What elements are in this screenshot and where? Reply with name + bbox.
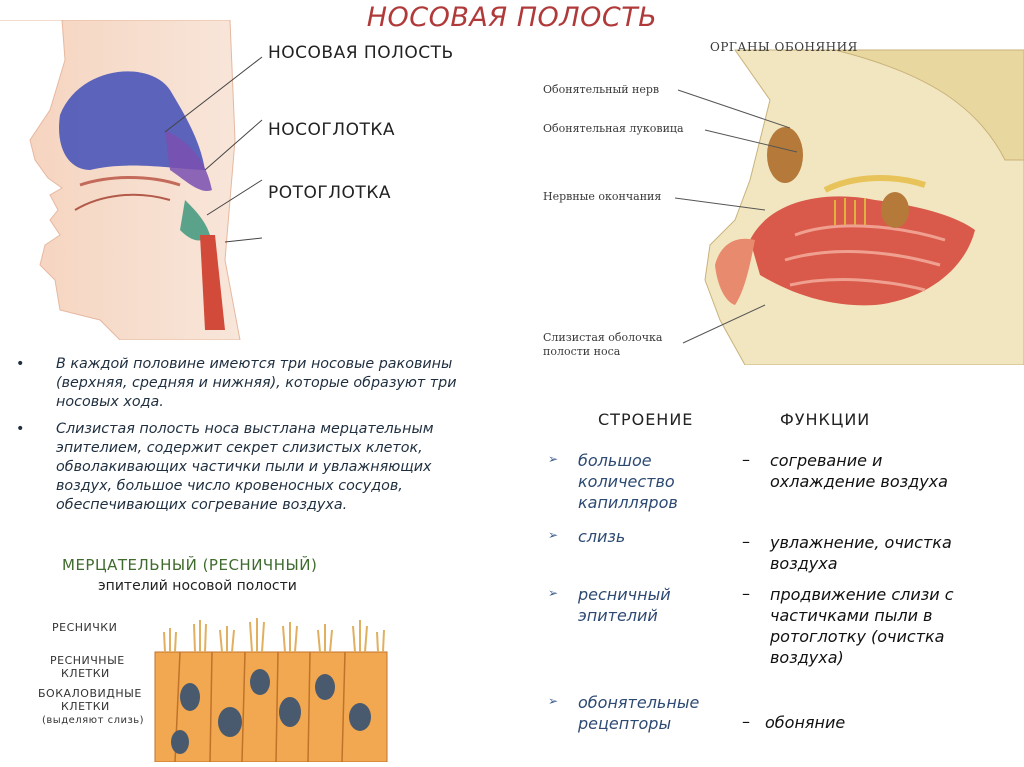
structure-text: количество [578,472,675,491]
structure-text: обонятельные [578,693,700,712]
column-header-structure: СТРОЕНИЕ [598,410,694,429]
bullet-dot-icon: • [16,356,25,372]
chevron-right-icon: ➢ [548,586,559,600]
function-text: согревание и [770,451,883,470]
structure-row-3 [578,584,671,626]
function-text: увлажнение, очистка [770,533,952,552]
function-text: продвижение слизи с [770,585,954,604]
bullet-1-line: (верхняя, средняя и нижняя), которые образуют три [56,375,457,391]
page-title: НОСОВАЯ ПОЛОСТЬ [366,2,658,33]
structure-text: эпителий [578,606,658,625]
bullet-2-line: Слизистая полость носа выстлана мерцательным [56,421,434,437]
label-olfactory-bulb: Обонятельная луковица [543,122,684,135]
function-row-1 [770,450,948,492]
label-goblet-cells-2: КЛЕТКИ [61,700,110,713]
function-text: ротоглотку (очистка [770,627,945,646]
epithelium-illustration [150,612,390,762]
structure-row-4 [578,692,699,734]
function-row-4 [765,712,845,733]
label-mucosa-2: полости носа [543,345,621,358]
label-mucosa-1: Слизистая оболочка [543,331,663,344]
chevron-right-icon: ➢ [548,452,559,466]
label-oropharynx: РОТОГЛОТКА [268,183,392,203]
label-nerve-endings: Нервные окончания [543,190,662,203]
bullet-1-line: носовых хода. [56,394,164,410]
olfactory-title: ОРГАНЫ ОБОНЯНИЯ [710,40,858,54]
epithelium-title: МЕРЦАТЕЛЬНЫЙ (РЕСНИЧНЫЙ) [62,556,318,574]
label-goblet-cells-3: (выделяют слизь) [42,715,145,726]
bullet-1-line: В каждой половине имеются три носовые раковины [56,356,453,372]
bullet-1 [16,355,536,412]
dash-icon: – [742,532,750,551]
structure-row-1 [578,450,678,513]
dash-icon: – [742,450,750,469]
label-nasopharynx: НОСОГЛОТКА [268,120,396,140]
label-cilia: РЕСНИЧКИ [52,621,118,634]
structure-text: рецепторы [578,714,672,733]
function-text: воздуха [770,554,838,573]
chevron-right-icon: ➢ [548,528,559,542]
head-illustration [0,20,300,340]
structure-text: капилляров [578,493,678,512]
function-row-2 [770,532,952,574]
bullet-2-line: воздух, большое число кровеносных сосудов, [56,478,403,494]
structure-row-2 [578,526,625,547]
function-row-3 [770,584,954,668]
dash-icon: – [742,712,750,731]
bullet-2 [16,420,536,515]
function-text: частичками пыли в [770,606,933,625]
label-nasal-cavity: НОСОВАЯ ПОЛОСТЬ [268,43,454,63]
structure-text: большое [578,451,652,470]
function-text: обоняние [765,713,846,732]
bullet-dot-icon: • [16,421,25,437]
dash-icon: – [742,584,750,603]
structure-text: слизь [578,527,626,546]
label-ciliated-cells-1: РЕСНИЧНЫЕ [50,654,125,667]
bullet-2-line: эпителием, содержит секрет слизистых клеток, [56,440,423,456]
chevron-right-icon: ➢ [548,694,559,708]
function-text: воздуха) [770,648,844,667]
function-text: охлаждение воздуха [770,472,948,491]
label-goblet-cells-1: БОКАЛОВИДНЫЕ [38,687,142,700]
bullet-2-line: обеспечивающих согревание воздуха. [56,497,348,513]
structure-text: ресничный [578,585,671,604]
label-ciliated-cells-2: КЛЕТКИ [61,667,110,680]
epithelium-subtitle: эпителий носовой полости [98,578,297,594]
label-olfactory-nerve: Обонятельный нерв [543,83,660,96]
column-header-function: ФУНКЦИИ [780,410,871,429]
bullet-2-line: обволакивающих частички пыли и увлажняющих [56,459,432,475]
